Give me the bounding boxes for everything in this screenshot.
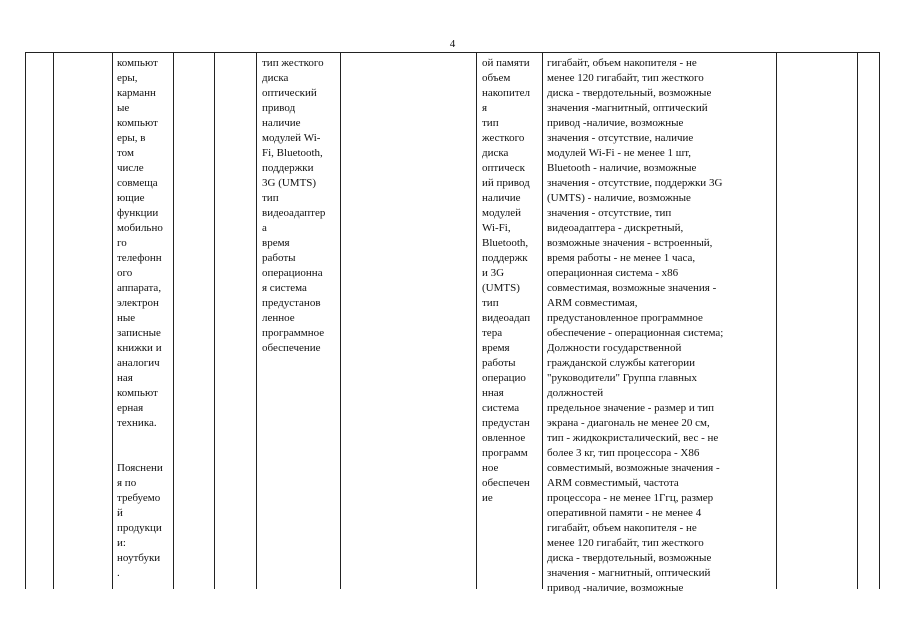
- page-number: 4: [449, 38, 456, 50]
- regulation-table: [25, 52, 880, 594]
- column-divider: [776, 53, 777, 589]
- column-divider: [476, 53, 477, 589]
- values-cell: гигабайт, объем накопителя - не менее 120 гигабайт, тип жесткого диска - твердотельный, возможные значения -магнитный, оптический привод -наличие, возможные значения - отсутствие, наличие модулей Wi-Fi - не менее 1 шт, Bluetooth - наличие, возможные значения - отсутствие, поддержки 3G (UMTS) - наличие, возможные значения - отсутствие, тип видеоадаптера - дискретный, возможные значения - встроенный, время работы - не менее 1 часа, операционная система - x86 совместимая, возможные значения - ARM совместимая, предустановленное программное обеспечение - операционная система; Должности государственной гражданской службы категории "руководители" Группа главных должностей предельное значение - размер и тип экрана - диагональ не менее 20 см, тип - жидкокристалический, вес - не более 3 кг, тип процессора - X86 совместимый, возможные значения - ARM совместимый, частота процессора - не менее 1Ггц, размер оперативной памяти - не менее 4 гигабайт, объем накопителя - не менее 120 гигабайт, тип жесткого диска - твердотельный, возможные значения - магнитный, оптический привод -наличие, возможные: [547, 57, 724, 594]
- column-divider: [53, 53, 54, 589]
- column-divider: [857, 53, 858, 589]
- column-divider: [256, 53, 257, 589]
- column-divider: [173, 53, 174, 589]
- requirements-cell: ой памяти объем накопител я тип жесткого диска оптическ ий привод наличие модулей Wi-Fi, Bluetooth, поддержк и 3G (UMTS) тип видеоадап тера время работы операцио нная система предустан овленное программ ное обеспечен ие: [482, 57, 531, 504]
- column-divider: [112, 53, 113, 589]
- product-type-cell: компьют еры, карманн ые компьют еры, в том числе совмеща ющие функции мобильно го телефонн ого аппарата, электрон ные записные книжки и аналогич ная компьют ерная техника. Пояснени я по требуемо й продукци и: ноутбуки .: [117, 57, 163, 579]
- column-divider: [214, 53, 215, 589]
- characteristics-cell: тип жесткого диска оптический привод наличие модулей Wi- Fi, Bluetooth, поддержки 3G (UMTS) тип видеоадаптер а время работы операционна я система предустанов ленное программное обеспечение: [262, 57, 326, 354]
